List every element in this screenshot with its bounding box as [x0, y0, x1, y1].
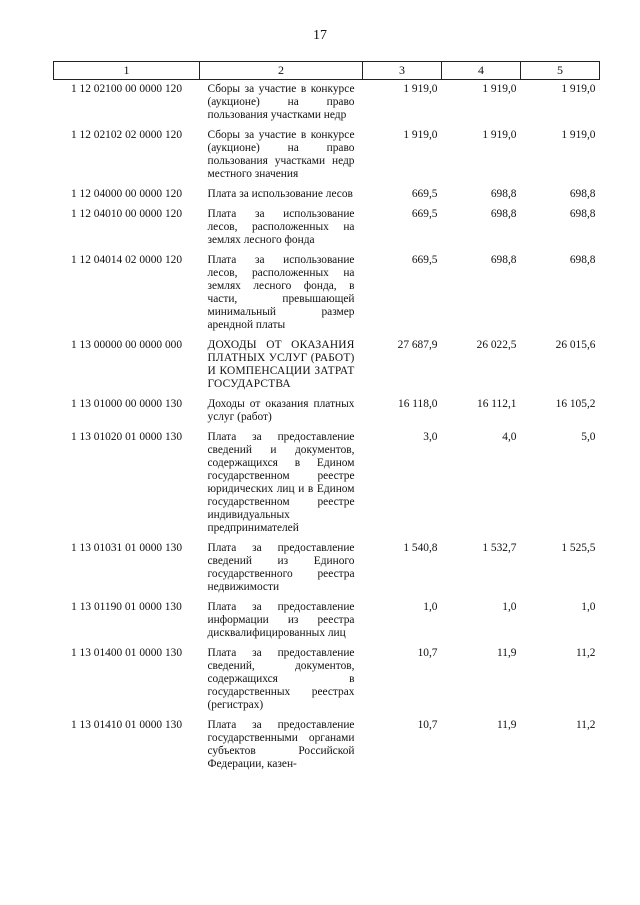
value-col-5: 698,8	[569, 208, 596, 220]
column-header-2: 2	[200, 62, 363, 80]
budget-code: 1 12 04014 02 0000 120	[70, 254, 183, 266]
budget-revenue-table	[53, 61, 600, 775]
table-row	[54, 428, 600, 539]
table-row	[54, 126, 600, 185]
value-col-5: 11,2	[575, 719, 596, 731]
value-col-5: 5,0	[581, 431, 596, 443]
column-header-1: 1	[54, 62, 200, 80]
budget-code: 1 13 00000 00 0000 000	[70, 339, 183, 351]
revenue-name: Плата за предоставление государственными органами субъектов Российской Федерации, казен-	[207, 719, 355, 770]
revenue-name: Сборы за участие в конкурсе (аукционе) на право пользования участками недр	[207, 83, 355, 121]
value-col-3: 669,5	[411, 254, 438, 266]
value-col-3: 1 540,8	[403, 542, 438, 554]
table-row	[54, 716, 600, 775]
budget-code: 1 13 01190 01 0000 130	[71, 601, 182, 613]
revenue-name: Плата за использование лесов	[207, 188, 353, 200]
table-row	[54, 336, 600, 395]
value-col-5: 1 919,0	[561, 129, 596, 141]
revenue-name: Плата за предоставление сведений, документов, содержащихся в государственных реестрах (регистрах)	[207, 647, 355, 711]
value-col-5: 1 919,0	[561, 83, 596, 95]
table-row	[54, 205, 600, 251]
column-header-4: 4	[442, 62, 521, 80]
budget-code: 1 12 02102 02 0000 120	[70, 129, 183, 141]
column-header-3: 3	[363, 62, 442, 80]
value-col-3: 669,5	[411, 188, 438, 200]
revenue-name: Сборы за участие в конкурсе (аукционе) на право пользования участками недр местного значения	[207, 129, 355, 180]
table-row	[54, 251, 600, 336]
budget-code: 1 13 01410 01 0000 130	[70, 719, 183, 731]
value-col-4: 1 532,7	[482, 542, 517, 554]
table-row	[54, 185, 600, 205]
value-col-4: 1 919,0	[482, 129, 517, 141]
revenue-name: Плата за предоставление сведений и документов, содержащихся в Едином государственном реестре юридических лиц и в Едином государственном реестре индивидуальных предпринимателей	[207, 431, 355, 534]
value-col-4: 11,9	[496, 719, 517, 731]
value-col-5: 1 525,5	[561, 542, 596, 554]
value-col-4: 26 022,5	[476, 339, 517, 351]
budget-code: 1 12 02100 00 0000 120	[70, 83, 183, 95]
table-header-row	[54, 62, 600, 80]
budget-code: 1 13 01020 01 0000 130	[70, 431, 183, 443]
value-col-5: 26 015,6	[555, 339, 596, 351]
value-col-5: 698,8	[569, 188, 596, 200]
value-col-4: 1,0	[502, 601, 517, 613]
revenue-name: Доходы от оказания платных услуг (работ)	[207, 398, 355, 423]
value-col-3: 1 919,0	[403, 129, 438, 141]
value-col-3: 27 687,9	[397, 339, 438, 351]
value-col-3: 10,7	[417, 647, 438, 659]
value-col-4: 4,0	[502, 431, 517, 443]
value-col-4: 1 919,0	[482, 83, 517, 95]
value-col-3: 1 919,0	[403, 83, 438, 95]
value-col-3: 669,5	[411, 208, 438, 220]
value-col-5: 11,2	[575, 647, 596, 659]
value-col-5: 1,0	[581, 601, 596, 613]
value-col-3: 16 118,0	[398, 398, 438, 410]
budget-code: 1 13 01031 01 0000 130	[70, 542, 183, 554]
revenue-name: Плата за использование лесов, расположенных на землях лесного фонда	[207, 208, 355, 246]
revenue-name: Плата за использование лесов, расположенных на землях лесного фонда, в части, превышающей минимальный размер арендной платы	[207, 254, 355, 331]
table-row	[54, 598, 600, 644]
value-col-4: 698,8	[490, 188, 517, 200]
value-col-5: 698,8	[569, 254, 596, 266]
value-col-4: 698,8	[490, 254, 517, 266]
table-row	[54, 395, 600, 428]
table-row	[54, 644, 600, 716]
budget-code: 1 12 04000 00 0000 120	[70, 188, 183, 200]
value-col-4: 16 112,1	[477, 398, 517, 410]
value-col-3: 10,7	[417, 719, 438, 731]
budget-code: 1 12 04010 00 0000 120	[70, 208, 183, 220]
value-col-3: 1,0	[423, 601, 438, 613]
value-col-3: 3,0	[423, 431, 438, 443]
revenue-name: ДОХОДЫ ОТ ОКАЗАНИЯ ПЛАТНЫХ УСЛУГ (РАБОТ) И КОМПЕНСАЦИИ ЗАТРАТ ГОСУДАРСТВА	[207, 339, 355, 390]
budget-code: 1 13 01400 01 0000 130	[70, 647, 183, 659]
revenue-name: Плата за предоставление информации из реестра дисквалифицированных лиц	[207, 601, 355, 639]
value-col-4: 698,8	[490, 208, 517, 220]
revenue-name: Плата за предоставление сведений из Единого государственного реестра недвижимости	[207, 542, 355, 593]
column-header-5: 5	[521, 62, 600, 80]
table-row	[54, 539, 600, 598]
page-number: 17	[313, 28, 327, 43]
table-row	[54, 80, 600, 127]
budget-code: 1 13 01000 00 0000 130	[70, 398, 183, 410]
value-col-5: 16 105,2	[555, 398, 596, 410]
value-col-4: 11,9	[496, 647, 517, 659]
